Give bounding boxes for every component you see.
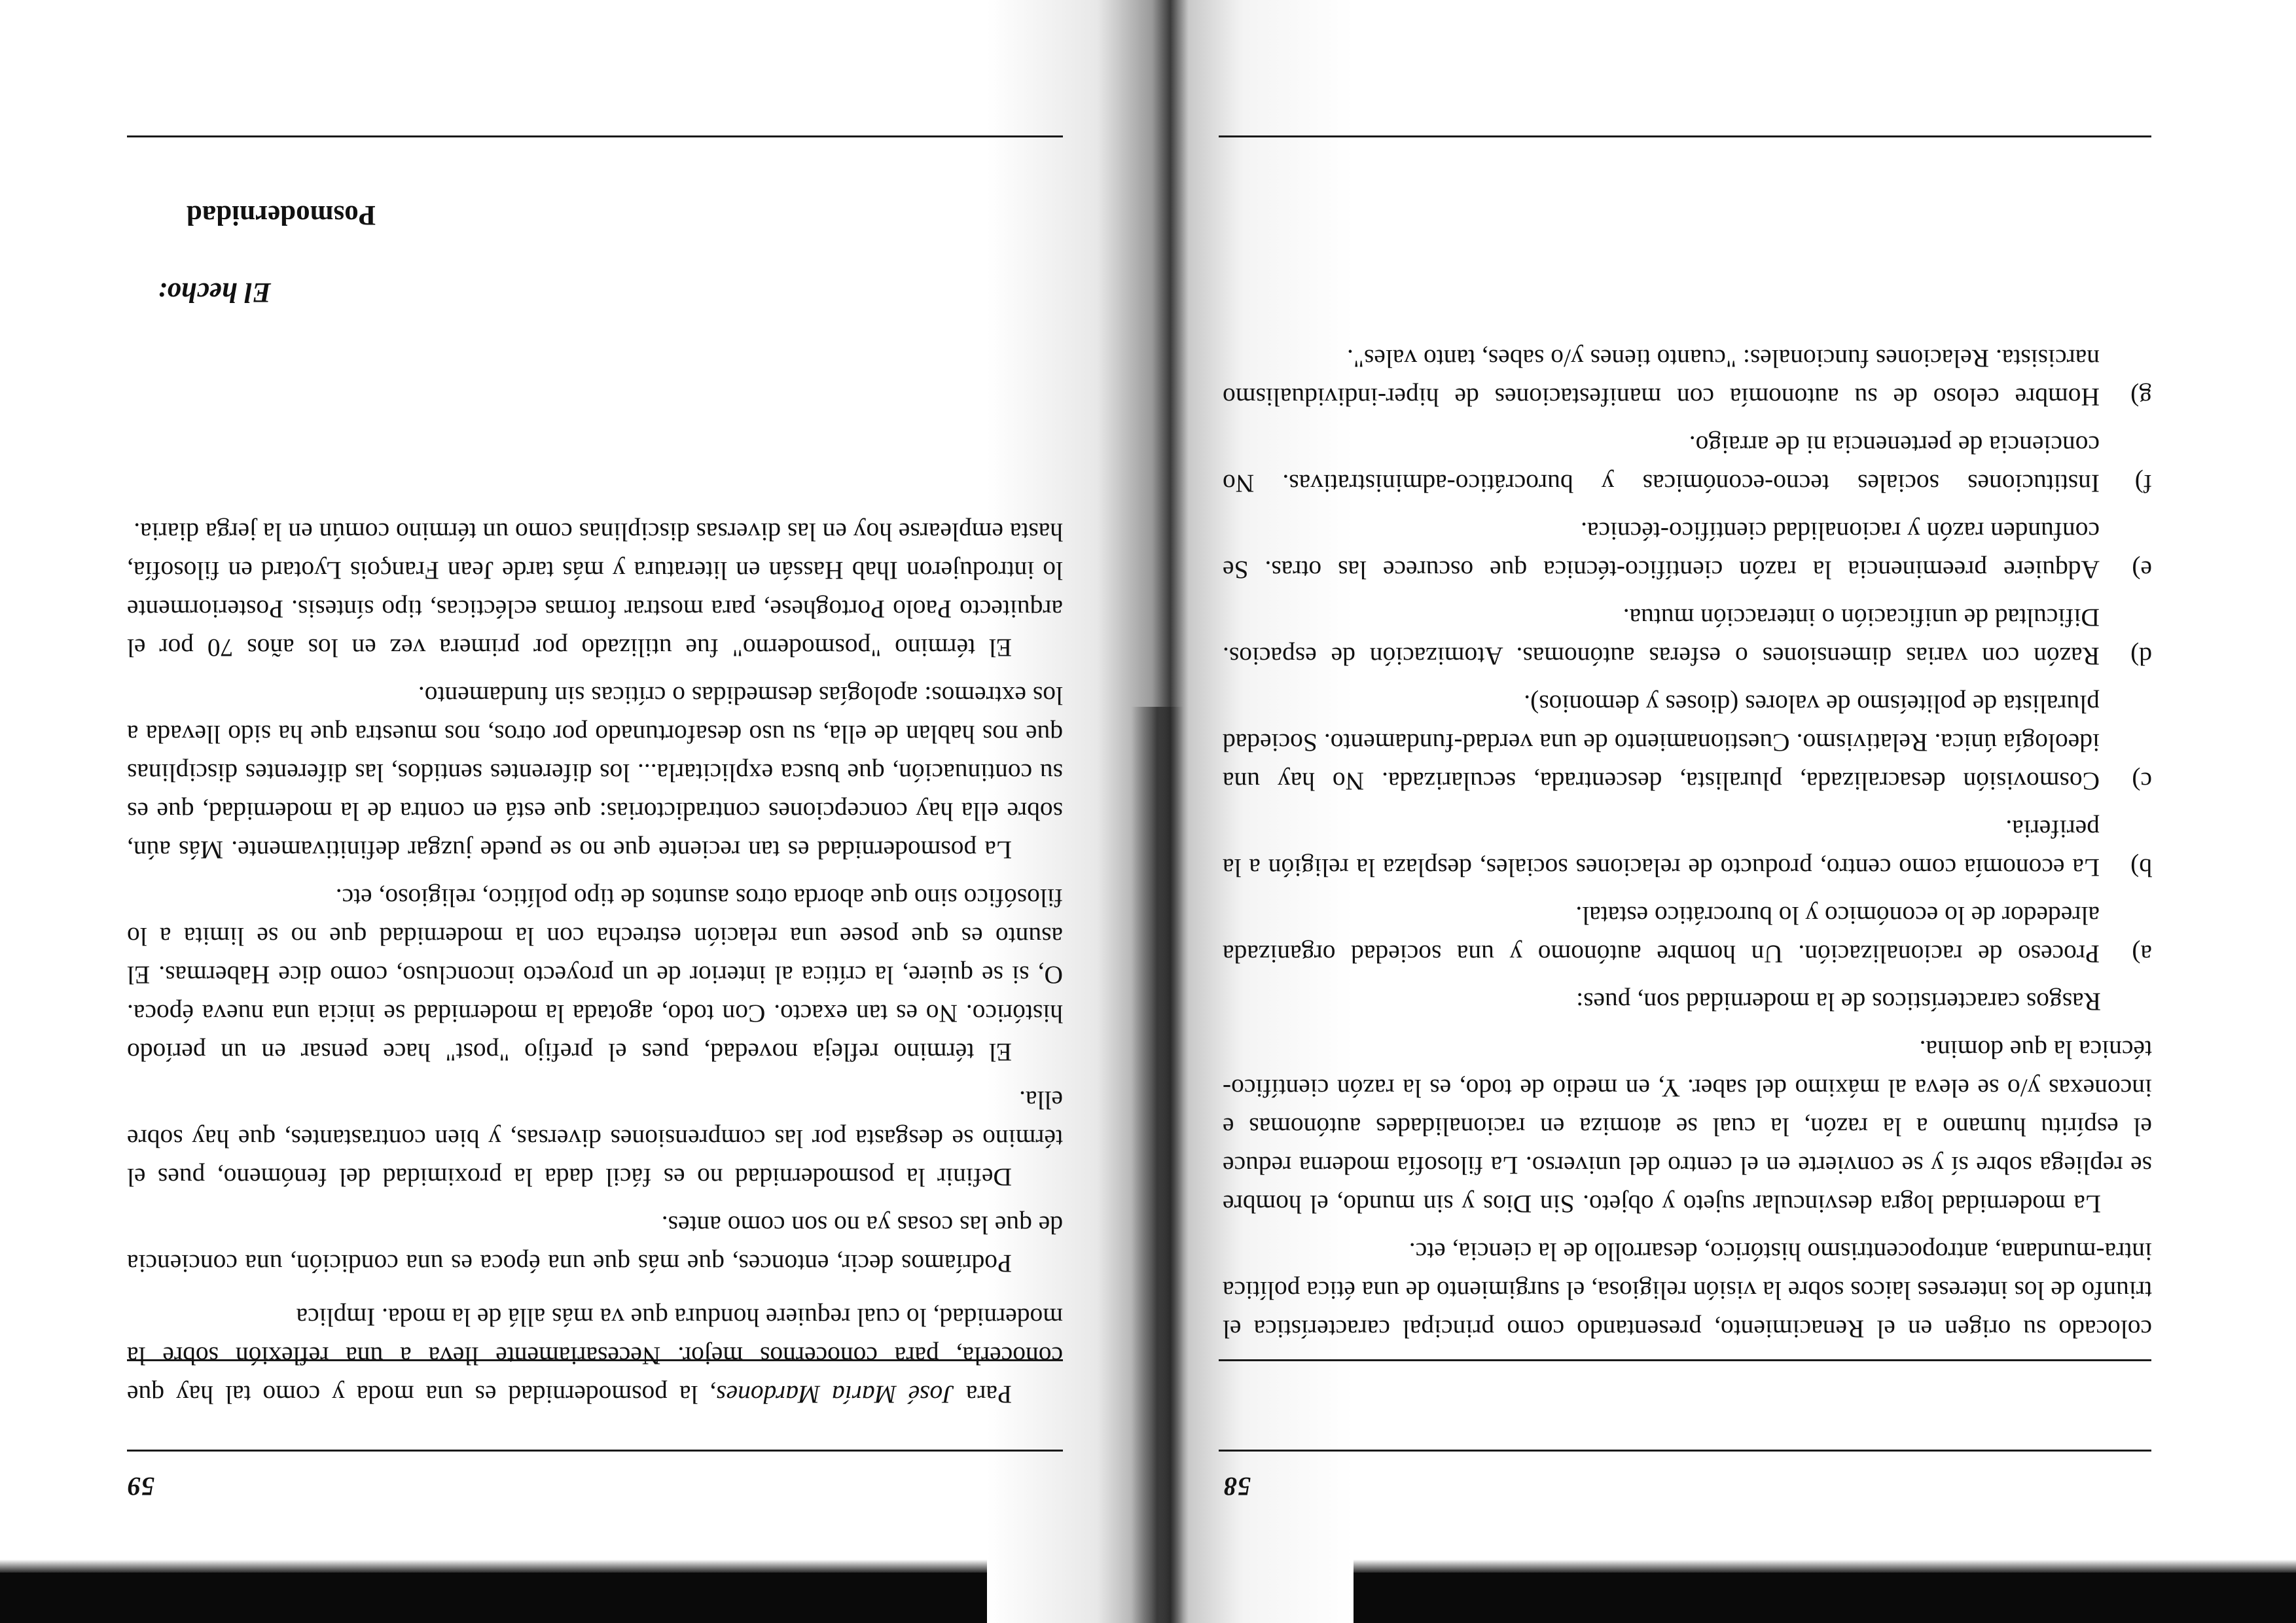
list-item bbox=[1223, 685, 2152, 800]
chapter-title: Posmodernidad bbox=[186, 200, 376, 230]
header-rule bbox=[127, 1450, 1063, 1452]
page-number: 58 bbox=[1223, 1472, 1251, 1501]
list-item bbox=[1223, 810, 2152, 887]
paragraph: La modernidad logra desvincular sujeto y objeto. Sin Dios y sin mundo, el hombre se repliega sobre sí y se convierte en el centro del universo. La filosofía moderna reduce el espíritu humano a la razón, la cual se atomiza en racionalidades autónomas e inconexas y/o se eleva al máximo del saber. Y, en medio de todo, es la razón científico-técnica la que domina. bbox=[1223, 1035, 2152, 1219]
paragraph: El término refleja novedad, pues el prefijo "post" hace pensar en un período histórico. No es tan exacto. Con todo, agotada la modernidad se inicia una nueva época. O, si se quiere, la crítica al interior de un proyecto inconcluso, como dice Habermas. El asunto es que posee una relación estrecha con la modernidad que no se limita a lo filosófico sino que aborda otros asuntos de tipo político, religioso, etc. bbox=[127, 883, 1063, 1067]
modernity-traits-list bbox=[1223, 339, 2152, 973]
paragraph: Podríamos decir, entonces, que más que una época es una condición, una conciencia de que las cosas ya no son como antes. bbox=[127, 1211, 1063, 1278]
mardones-lead: Para bbox=[954, 1380, 1012, 1409]
list-item-text: Proceso de racionalización. Un hombre autónomo y una sociedad organizada alrededor de lo económico y lo burocrático estatal. bbox=[1223, 901, 2100, 969]
section-heading: El hecho: bbox=[157, 277, 271, 308]
list-item-text: Adquiere preeminencia la razón científico-técnica que oscurece las otras. Se confunden razón y racionalidad científico-técnica. bbox=[1223, 517, 2100, 584]
header-rule bbox=[1219, 1450, 2151, 1452]
list-marker: d) bbox=[2130, 642, 2152, 671]
footer-rule bbox=[1219, 135, 2151, 137]
author-name: José María Mardones bbox=[716, 1380, 954, 1409]
mardones-rest: , la posmodernidad es una moda y como tal hay que conocerla, para conocernos mejor. Necesariamente lleva a una reflexión sobre la modernidad, lo cual requiere hondura que va más allá de la moda. Implica bbox=[126, 1303, 1063, 1409]
page-59-main-text bbox=[127, 503, 1063, 1283]
list-item bbox=[1223, 425, 2152, 503]
list-item-text: Hombre celoso de su autonomía con manifestaciones de hiper-individualismo narcisista. Relaciones funcionales: "cuanto tienes y/o sabes, tanto vales". bbox=[1223, 344, 2100, 412]
continuation-paragraph: colocado su origen en el Renacimiento, presentando como principal característica el triunfo de los intereses laicos sobre la visión religiosa, el surgimiento de una ética política intra-mundana, antropocentrismo histórico, desarrollo de la ciencia, etc. bbox=[1223, 1238, 2152, 1344]
paragraph: El término "posmoderno" fue utilizado por primera vez en los años 70 por el arquitecto Paolo Portoghese, para mostrar formas eclécticas, tipo síntesis. Posteriormente lo introdujeron Ihab Hassán en literatura y más tarde Jean François Lyotard en filosofía, hasta emplearse hoy en las diversas disciplinas como un término común en la jerga diaria. bbox=[127, 518, 1063, 662]
list-marker: g) bbox=[2130, 383, 2152, 412]
list-item bbox=[1223, 598, 2152, 675]
list-item-text: La economía como centro, producto de relaciones sociales, desplaza la religión a la periferia. bbox=[1223, 815, 2100, 882]
list-item bbox=[1223, 512, 2152, 589]
list-marker: e) bbox=[2132, 556, 2152, 584]
list-item-text: Razón con varias dimensiones o esferas autónomas. Atomización de espacios. Dificultad de unificación o interacción mutua. bbox=[1223, 603, 2100, 671]
paragraph: Definir la posmodernidad no es fácil dada la proximidad del fenómeno, pues el término se desgasta por las comprensiones diversas, y bien contrastantes, que hay sobre ella. bbox=[127, 1086, 1063, 1192]
page-58-text-block bbox=[1223, 330, 2152, 1348]
list-marker: c) bbox=[2132, 767, 2152, 796]
list-marker: b) bbox=[2130, 853, 2152, 882]
list-item bbox=[1223, 339, 2152, 416]
list-marker: f) bbox=[2134, 469, 2152, 498]
closing-paragraph bbox=[127, 1298, 1063, 1414]
list-item-text: Cosmovisión desacralizada, pluralista, descentrada, secularizada. No hay una ideología única. Relativismo. Cuestionamiento de una verdad-fundamento. Sociedad pluralista de politeísmo de valores (dioses y demonios). bbox=[1223, 690, 2100, 796]
list-item bbox=[1223, 896, 2152, 973]
paragraph: La posmodernidad es tan reciente que no se puede juzgar definitivamente. Más aún, sobre ella hay concepciones contradictorias: que está en contra de la modernidad, que es su continuación, que busca explicitarla... los diferentes sentidos, las diferentes disciplinas que nos hablan de ella, su uso desafortunado por otros, nos muestra que ha sido llevada a los extremos: apologías desmedidas o críticas sin fundamento. bbox=[127, 681, 1063, 865]
list-marker: a) bbox=[2132, 940, 2152, 969]
list-item-text: Instituciones sociales tecno-económicas y burocrático-administrativas. No conciencia de pertenencia ni de arraigo. bbox=[1223, 431, 2100, 498]
page-59-text-block bbox=[127, 1298, 1063, 1414]
page-number: 59 bbox=[127, 1472, 154, 1501]
footer-rule bbox=[127, 135, 1063, 137]
page-58 bbox=[1148, 0, 2296, 1623]
list-intro: Rasgos característicos de la modernidad son, pues: bbox=[1576, 988, 2101, 1016]
header-rule-lower bbox=[1219, 1359, 2151, 1361]
